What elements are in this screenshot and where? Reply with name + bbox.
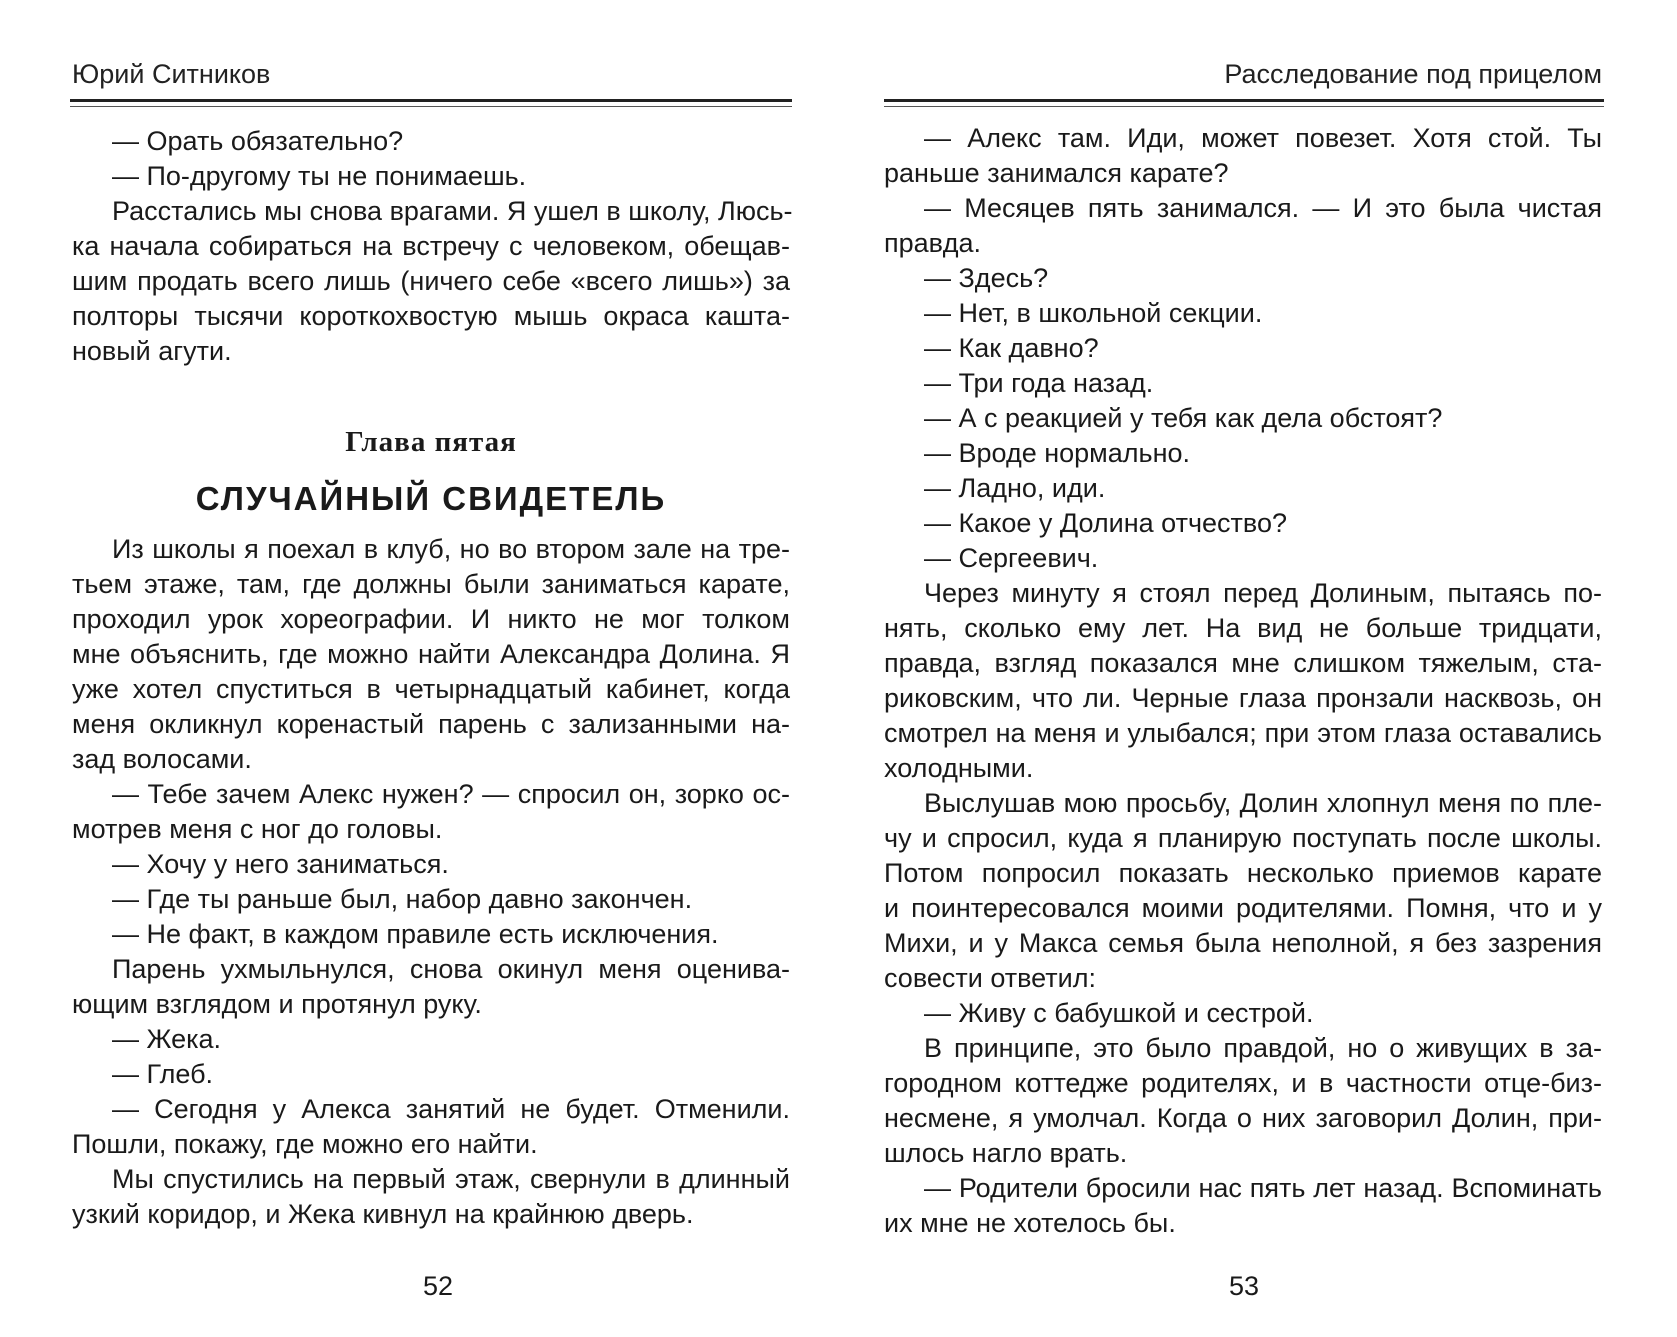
running-head-title: Расследование под прицелом bbox=[1224, 59, 1602, 89]
text-line: — Где ты раньше был, набор давно закончен. bbox=[112, 884, 693, 914]
text-line: Парень ухмыльнулся, снова окинул меня оценива- bbox=[112, 954, 790, 984]
text-line: уже хотел спуститься в четырнадцатый кабинет, когда bbox=[72, 674, 790, 704]
text-line: правда, взгляд показался мне слишком тяжелым, ста- bbox=[884, 648, 1602, 678]
text-line: Михи, и у Макса семья была неполной, я без зазрения bbox=[884, 928, 1602, 958]
text-line: — Сергеевич. bbox=[924, 543, 1099, 573]
right-page bbox=[884, 0, 1602, 1337]
text-line: — Орать обязательно? bbox=[112, 126, 404, 156]
text-line: — Месяцев пять занимался. — И это была чистая bbox=[924, 193, 1602, 223]
text-line: проходил урок хореографии. И никто не мог толком bbox=[72, 604, 790, 634]
text-line: — Не факт, в каждом правиле есть исключения. bbox=[112, 919, 719, 949]
text-line: — Хочу у него заниматься. bbox=[112, 849, 449, 879]
text-line: Мы спустились на первый этаж, свернули в длинный bbox=[112, 1164, 790, 1194]
text-line: — Живу с бабушкой и сестрой. bbox=[924, 998, 1314, 1028]
text-line: — Алекс там. Иди, может повезет. Хотя стой. Ты bbox=[924, 123, 1602, 153]
text-line: мотрев меня с ног до головы. bbox=[72, 814, 443, 844]
text-line: ющим взглядом и протянул руку. bbox=[72, 989, 482, 1019]
text-line: Пошли, покажу, где можно его найти. bbox=[72, 1129, 538, 1159]
text-line: несмене, я умолчал. Когда о них заговорил Долин, при- bbox=[884, 1103, 1602, 1133]
text-line: мне объяснить, где можно найти Александра Долина. Я bbox=[72, 639, 790, 669]
text-line: — Какое у Долина отчество? bbox=[924, 508, 1287, 538]
header-rule bbox=[884, 99, 1604, 107]
text-line: меня окликнул коренастый парень с зализанными на- bbox=[72, 709, 790, 739]
text-line: — Вроде нормально. bbox=[924, 438, 1190, 468]
text-line: городном коттедже родителях, и в частности отце-биз- bbox=[884, 1068, 1602, 1098]
page-number: 52 bbox=[423, 1271, 454, 1301]
text-line: Выслушав мою просьбу, Долин хлопнул меня по пле- bbox=[924, 788, 1602, 818]
text-line: шлось нагло врать. bbox=[884, 1138, 1128, 1168]
left-bottom-text bbox=[72, 532, 790, 1232]
chapter-title: СЛУЧАЙНЫЙ СВИДЕТЕЛЬ bbox=[195, 480, 667, 517]
text-line: холодными. bbox=[884, 753, 1034, 783]
text-line: Потом попросил показать несколько приемов карате bbox=[884, 858, 1602, 888]
text-line: смотрел на меня и улыбался; при этом глаза оставались bbox=[884, 718, 1602, 748]
text-line: — Жека. bbox=[112, 1024, 222, 1054]
text-line: чу и спросил, куда я планирую поступать после школы. bbox=[884, 823, 1602, 853]
text-line: — Глеб. bbox=[112, 1059, 214, 1089]
text-line: — А с реакцией у тебя как дела обстоят? bbox=[924, 403, 1443, 433]
page-number: 53 bbox=[1229, 1271, 1260, 1301]
text-line: — Здесь? bbox=[924, 263, 1049, 293]
text-line: — По-другому ты не понимаешь. bbox=[112, 161, 527, 191]
text-line: Расстались мы снова врагами. Я ушел в школу, Люсь- bbox=[112, 196, 793, 226]
text-line: — Как давно? bbox=[924, 333, 1099, 363]
text-line: новый агути. bbox=[72, 336, 232, 366]
text-line: раньше занимался карате? bbox=[884, 158, 1229, 188]
text-line: риковским, что ли. Черные глаза пронзали насквозь, он bbox=[884, 683, 1602, 713]
text-line: ка начала собираться на встречу с человеком, обещав- bbox=[72, 231, 790, 261]
left-top-text bbox=[72, 124, 793, 369]
text-line: тьем этаже, там, где должны были заниматься карате, bbox=[72, 569, 790, 599]
text-line: совести ответил: bbox=[884, 963, 1096, 993]
text-line: их мне не хотелось бы. bbox=[884, 1208, 1176, 1238]
text-line: — Ладно, иди. bbox=[924, 473, 1106, 503]
running-head-author: Юрий Ситников bbox=[72, 59, 271, 89]
text-line: — Родители бросили нас пять лет назад. Вспоминать bbox=[924, 1173, 1602, 1203]
text-line: и поинтересовался моими родителями. Помня, что и у bbox=[884, 893, 1602, 923]
text-line: Из школы я поехал в клуб, но во втором зале на тре- bbox=[112, 534, 790, 564]
text-line: шим продать всего лишь (ничего себе «всего лишь») за bbox=[72, 266, 790, 296]
text-line: — Три года назад. bbox=[924, 368, 1154, 398]
left-page bbox=[72, 0, 793, 1337]
chapter-label: Глава пятая bbox=[345, 426, 517, 458]
text-line: нять, сколько ему лет. На вид не больше тридцати, bbox=[884, 613, 1602, 643]
text-line: — Тебе зачем Алекс нужен? — спросил он, зорко ос- bbox=[112, 779, 790, 809]
text-line: — Сегодня у Алекса занятий не будет. Отменили. bbox=[112, 1094, 790, 1124]
text-line: — Нет, в школьной секции. bbox=[924, 298, 1263, 328]
text-line: узкий коридор, и Жека кивнул на крайнюю дверь. bbox=[72, 1199, 694, 1229]
text-line: правда. bbox=[884, 228, 981, 258]
text-line: Через минуту я стоял перед Долиным, пытаясь по- bbox=[924, 578, 1602, 608]
text-line: В принципе, это было правдой, но о живущих в за- bbox=[924, 1033, 1602, 1063]
header-rule bbox=[70, 99, 792, 107]
text-line: полторы тысячи короткохвостую мышь окраса кашта- bbox=[72, 301, 790, 331]
text-line: зад волосами. bbox=[72, 744, 252, 774]
right-text bbox=[884, 121, 1602, 1241]
